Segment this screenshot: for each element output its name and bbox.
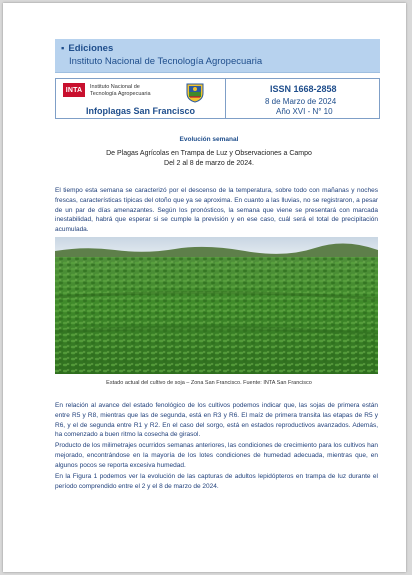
soybean-field-photo <box>55 237 378 374</box>
inta-name-line1: Instituto Nacional de <box>90 84 140 90</box>
province-crest-icon <box>184 81 206 103</box>
volume-number: Año XVI - N° 10 <box>276 107 333 116</box>
infoplagas-title: Infoplagas San Francisco <box>86 106 196 116</box>
banner-title <box>61 43 113 54</box>
inta-name-line2: Tecnología Agropecuaria <box>90 91 151 97</box>
humidity-paragraph: Producto de los milimetrajes ocurridos semanas anteriores, las condiciones de crecimiento para los cultivos han mejorado, encontrándose en la mayoría de los lotes condiciones de humedad adecuada, mientras que, en algunos pocos se reporta excesiva humedad. <box>55 442 378 469</box>
field-image <box>55 237 378 374</box>
figure-reference-paragraph: En la Figura 1 podemos ver la evolución de las capturas de adultos lepidópteros en trampa de luz durante el período comprendido entre el 2 y el 8 de marzo de 2024. <box>55 473 378 490</box>
inta-institution-name <box>90 84 151 98</box>
bullet-icon: ▪ <box>61 43 65 54</box>
subtitle-line1: De Plagas Agrícolas en Trampa de Luz y Observaciones a Campo <box>106 150 312 157</box>
phenology-paragraph: En relación al avance del estado fenológico de los cultivos podemos indicar que, las sojas de primera están entre R5 y R8, mientras que las de segunda, está en R3 y R6. El maíz de primera transita las etapas de R5 y R6, y el de segunda entre R1 y R2. En el caso del sorgo, está en estados reproductivos avanzados. Además, ha comenzado a buen ritmo la cosecha de girasol. <box>55 402 378 439</box>
inta-logo: INTA <box>63 83 85 97</box>
photo-caption: Estado actual del cultivo de soja – Zona San Francisco. Fuente: INTA San Francisco <box>106 380 312 386</box>
banner-subtitle: Instituto Nacional de Tecnología Agropecuaria <box>69 56 263 67</box>
document-page <box>3 3 406 572</box>
subtitle-line2: Del 2 al 8 de marzo de 2024. <box>164 160 254 167</box>
section-title: Evolución semanal <box>179 136 239 143</box>
header-divider <box>225 79 226 118</box>
editions-banner <box>55 39 380 73</box>
banner-title-text: Ediciones <box>68 43 114 54</box>
weather-paragraph: El tiempo esta semana se caracterizó por el descenso de la temperatura, sobre todo con mañanas y noches frescas, características típicas del otoño que ya se aproxima. En cuanto a las lluvias, no se registraron, a pesar de un par de días amenazantes. Según los pronósticos, la semana que viene se presentará con marcada inestabilidad, habrá que esperar si se cumple la previsión y en ese caso, cuál será el total de precipitación acumulada. <box>55 187 378 234</box>
report-subtitle <box>3 149 406 169</box>
issn-number: ISSN 1668-2858 <box>270 84 337 94</box>
publication-header <box>55 78 380 119</box>
publication-date: 8 de Marzo de 2024 <box>265 97 337 106</box>
